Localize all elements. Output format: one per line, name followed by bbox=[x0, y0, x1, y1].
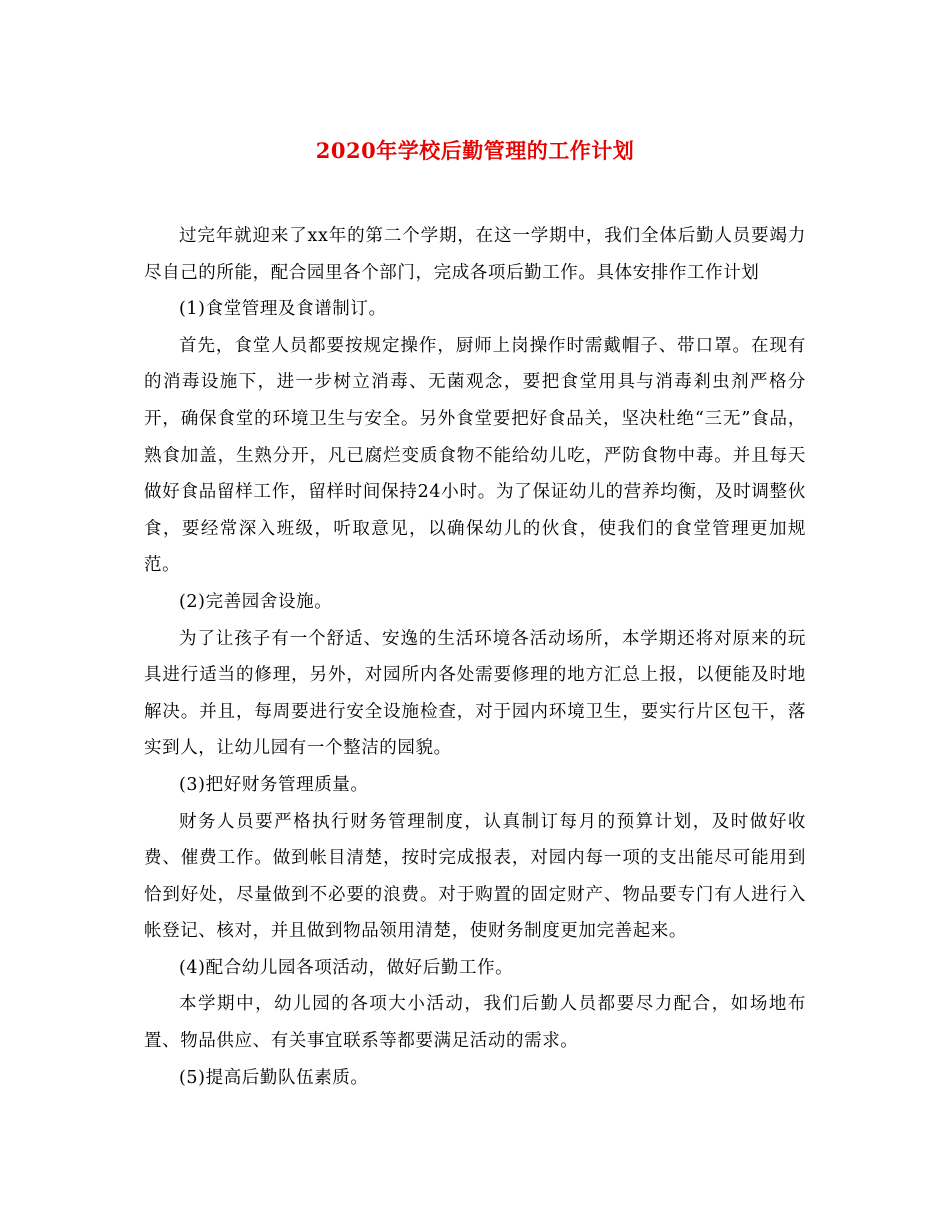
section-heading-1: (1)食堂管理及食谱制订。 bbox=[179, 299, 387, 320]
paragraph-finance: 财务人员要严格执行财务管理制度，认真制订每月的预算计划，及时做好收费、催费工作。做到帐目清楚，按时完成报表，对园内每一项的支出能尽可能用到恰到好处，尽量做到不必要的浪费。对于购置的固定财产、物品要专门有人进行入帐登记、核对，并且做到物品领用清楚，使财务制度更加完善起来。 bbox=[144, 811, 806, 942]
section-heading-3: (3)把好财务管理质量。 bbox=[179, 774, 369, 795]
paragraph-facilities: 为了让孩子有一个舒适、安逸的生活环境各活动场所，本学期还将对原来的玩具进行适当的修理，另外，对园所内各处需要修理的地方汇总上报，以便能及时地解决。并且，每周要进行安全设施检查，对于园内环境卫生，要实行片区包干，落实到人，让幼儿园有一个整洁的园貌。 bbox=[144, 628, 806, 759]
section-heading-5: (5)提高后勤队伍素质。 bbox=[179, 1067, 369, 1088]
section-heading-4: (4)配合幼儿园各项活动，做好后勤工作。 bbox=[179, 957, 514, 978]
document-title: 2020年学校后勤管理的工作计划 bbox=[315, 138, 635, 163]
paragraph-activities: 本学期中，幼儿园的各项大小活动，我们后勤人员都要尽力配合，如场地布置、物品供应、有关事宜联系等都要满足活动的需求。 bbox=[144, 994, 806, 1052]
paragraph-canteen: 首先，食堂人员都要按规定操作，厨师上岗操作时需戴帽子、带口罩。在现有的消毒设施下，进一步树立消毒、无菌观念，要把食堂用具与消毒剎虫剂严格分开，确保食堂的环境卫生与安全。另外食堂要把好食品关，坚决杜绝“三无”食品，熟食加盖，生熟分开，凡已腐烂变质食物不能给幼儿吃，严防食物中毒。并且每天做好食品留样工作，留样时间保持24小时。为了保证幼儿的营养均衡，及时调整伙食，要经常深入班级，听取意见，以确保幼儿的伙食，使我们的食堂管理更加规范。 bbox=[144, 335, 806, 576]
section-heading-2: (2)完善园舍设施。 bbox=[179, 591, 333, 612]
document-body bbox=[144, 218, 806, 1096]
paragraph-intro: 过完年就迎来了xx年的第二个学期，在这一学期中，我们全体后勤人员要竭力尽自己的所能，配合园里各个部门，完成各项后勤工作。具体安排作工作计划 bbox=[144, 226, 806, 283]
